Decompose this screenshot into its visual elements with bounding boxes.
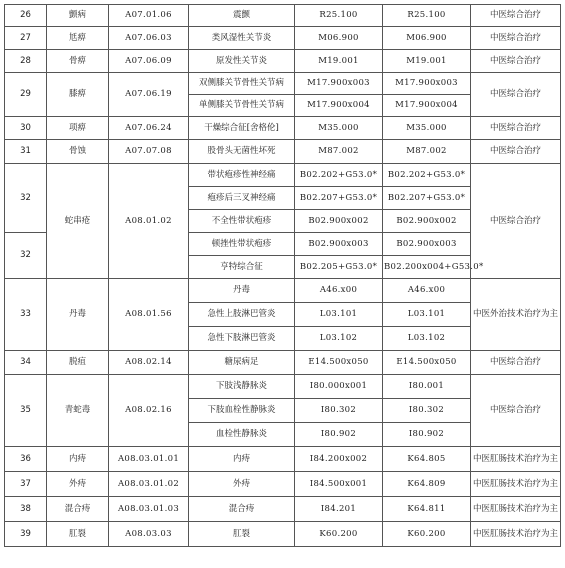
treatment: 中医综合治疗 (471, 27, 561, 50)
tcm-disease-name: 尪痹 (47, 27, 109, 50)
treatment: 中医肛肠技术治疗为主 (471, 472, 561, 497)
wm-diagnosis: 混合痔 (189, 497, 295, 522)
icd-code-2: A46.x00 (383, 279, 471, 303)
wm-diagnosis: 亨特综合征 (189, 256, 295, 279)
wm-diagnosis: 不全性带状疱疹 (189, 210, 295, 233)
treatment: 中医综合治疗 (471, 351, 561, 375)
tcm-disease-code: A08.03.01.03 (109, 497, 189, 522)
tcm-disease-code: A08.02.16 (109, 375, 189, 447)
wm-diagnosis: 丹毒 (189, 279, 295, 303)
wm-diagnosis: 双侧膝关节骨性关节病 (189, 73, 295, 95)
tcm-disease-code: A07.06.24 (109, 117, 189, 140)
treatment: 中医肛肠技术治疗为主 (471, 522, 561, 547)
row-number: 32 (5, 164, 47, 233)
icd-code-2: L03.102 (383, 327, 471, 351)
tcm-disease-code: A07.07.08 (109, 140, 189, 164)
table-row (5, 351, 561, 375)
table-row (5, 279, 561, 303)
icd-code-2: E14.500x050 (383, 351, 471, 375)
tcm-disease-code: A08.03.03 (109, 522, 189, 547)
table-row (5, 472, 561, 497)
icd-code-1: M17.900x003 (295, 73, 383, 95)
icd-code-2: M87.002 (383, 140, 471, 164)
wm-diagnosis: 疱疹后三叉神经痛 (189, 187, 295, 210)
tcm-disease-code: A07.01.06 (109, 5, 189, 27)
tcm-disease-code: A08.01.56 (109, 279, 189, 351)
icd-code-2: M35.000 (383, 117, 471, 140)
icd-code-2: B02.200x004+G53.0* (383, 256, 471, 279)
tcm-disease-name: 混合痔 (47, 497, 109, 522)
table-row (5, 447, 561, 472)
treatment: 中医外治技术治疗为主 (471, 279, 561, 351)
icd-code-1: B02.900x003 (295, 233, 383, 256)
table-row (5, 5, 561, 27)
row-number: 35 (5, 375, 47, 447)
icd-code-2: L03.101 (383, 303, 471, 327)
icd-code-1: M06.900 (295, 27, 383, 50)
icd-code-2: I80.902 (383, 423, 471, 447)
row-number: 30 (5, 117, 47, 140)
tcm-disease-code: A07.06.03 (109, 27, 189, 50)
row-number: 38 (5, 497, 47, 522)
icd-code-2: B02.900x002 (383, 210, 471, 233)
row-number: 36 (5, 447, 47, 472)
wm-diagnosis: 顿挫性带状疱疹 (189, 233, 295, 256)
icd-code-2: K60.200 (383, 522, 471, 547)
icd-code-1: I80.902 (295, 423, 383, 447)
wm-diagnosis: 单侧膝关节骨性关节病 (189, 95, 295, 117)
treatment: 中医肛肠技术治疗为主 (471, 497, 561, 522)
icd-code-1: I84.200x002 (295, 447, 383, 472)
wm-diagnosis: 肛裂 (189, 522, 295, 547)
tcm-disease-name: 脱疽 (47, 351, 109, 375)
wm-diagnosis: 股骨头无菌性坏死 (189, 140, 295, 164)
table-row (5, 375, 561, 399)
icd-code-1: B02.202+G53.0* (295, 164, 383, 187)
tcm-disease-name: 青蛇毒 (47, 375, 109, 447)
wm-diagnosis: 类风湿性关节炎 (189, 27, 295, 50)
wm-diagnosis: 原发性关节炎 (189, 50, 295, 73)
icd-code-1: L03.102 (295, 327, 383, 351)
tcm-disease-name: 蛇串疮 (47, 164, 109, 279)
treatment: 中医综合治疗 (471, 73, 561, 117)
icd-code-1: M87.002 (295, 140, 383, 164)
icd-code-2: B02.900x003 (383, 233, 471, 256)
icd-code-1: B02.900x002 (295, 210, 383, 233)
icd-code-2: B02.202+G53.0* (383, 164, 471, 187)
tcm-disease-name: 内痔 (47, 447, 109, 472)
treatment: 中医综合治疗 (471, 5, 561, 27)
treatment: 中医综合治疗 (471, 50, 561, 73)
icd-code-2: I80.001 (383, 375, 471, 399)
icd-code-1: I84.500x001 (295, 472, 383, 497)
icd-code-1: M35.000 (295, 117, 383, 140)
wm-diagnosis: 下肢浅静脉炎 (189, 375, 295, 399)
icd-code-2: K64.805 (383, 447, 471, 472)
icd-code-1: B02.207+G53.0* (295, 187, 383, 210)
row-number: 32 (5, 233, 47, 279)
row-number: 37 (5, 472, 47, 497)
row-number: 29 (5, 73, 47, 117)
icd-code-2: M17.900x003 (383, 73, 471, 95)
icd-code-1: E14.500x050 (295, 351, 383, 375)
icd-code-1: R25.100 (295, 5, 383, 27)
treatment: 中医综合治疗 (471, 140, 561, 164)
row-number: 34 (5, 351, 47, 375)
tcm-disease-code: A07.06.09 (109, 50, 189, 73)
icd-code-2: I80.302 (383, 399, 471, 423)
tcm-disease-name: 丹毒 (47, 279, 109, 351)
tcm-disease-name: 骨蚀 (47, 140, 109, 164)
tcm-disease-name: 颤病 (47, 5, 109, 27)
row-number: 31 (5, 140, 47, 164)
treatment: 中医综合治疗 (471, 375, 561, 447)
wm-diagnosis: 震颤 (189, 5, 295, 27)
row-number: 39 (5, 522, 47, 547)
table-row (5, 73, 561, 95)
disease-table (4, 4, 561, 547)
row-number: 28 (5, 50, 47, 73)
tcm-disease-code: A08.03.01.02 (109, 472, 189, 497)
icd-code-2: M06.900 (383, 27, 471, 50)
wm-diagnosis: 急性下肢淋巴管炎 (189, 327, 295, 351)
wm-diagnosis: 带状疱疹性神经痛 (189, 164, 295, 187)
table-row (5, 497, 561, 522)
table-row (5, 117, 561, 140)
wm-diagnosis: 内痔 (189, 447, 295, 472)
wm-diagnosis: 外痔 (189, 472, 295, 497)
tcm-disease-code: A08.01.02 (109, 164, 189, 279)
row-number: 27 (5, 27, 47, 50)
tcm-disease-name: 膝痹 (47, 73, 109, 117)
icd-code-1: M19.001 (295, 50, 383, 73)
icd-code-1: I80.000x001 (295, 375, 383, 399)
tcm-disease-name: 外痔 (47, 472, 109, 497)
icd-code-2: K64.809 (383, 472, 471, 497)
tcm-disease-code: A07.06.19 (109, 73, 189, 117)
tcm-disease-name: 肛裂 (47, 522, 109, 547)
icd-code-2: R25.100 (383, 5, 471, 27)
table-row (5, 522, 561, 547)
wm-diagnosis: 糖尿病足 (189, 351, 295, 375)
treatment: 中医综合治疗 (471, 117, 561, 140)
wm-diagnosis: 干燥综合征[舍格伦] (189, 117, 295, 140)
wm-diagnosis: 急性上肢淋巴管炎 (189, 303, 295, 327)
icd-code-1: B02.205+G53.0* (295, 256, 383, 279)
icd-code-2: B02.207+G53.0* (383, 187, 471, 210)
table-row (5, 140, 561, 164)
icd-code-2: M19.001 (383, 50, 471, 73)
table-row (5, 50, 561, 73)
wm-diagnosis: 下肢血栓性静脉炎 (189, 399, 295, 423)
tcm-disease-code: A08.02.14 (109, 351, 189, 375)
tcm-disease-code: A08.03.01.01 (109, 447, 189, 472)
table-row (5, 164, 561, 187)
icd-code-1: M17.900x004 (295, 95, 383, 117)
icd-code-2: M17.900x004 (383, 95, 471, 117)
icd-code-1: L03.101 (295, 303, 383, 327)
treatment: 中医综合治疗 (471, 164, 561, 279)
row-number: 26 (5, 5, 47, 27)
tcm-disease-name: 项痹 (47, 117, 109, 140)
wm-diagnosis: 血栓性静脉炎 (189, 423, 295, 447)
table-row (5, 27, 561, 50)
icd-code-1: I84.201 (295, 497, 383, 522)
icd-code-1: K60.200 (295, 522, 383, 547)
treatment: 中医肛肠技术治疗为主 (471, 447, 561, 472)
tcm-disease-name: 骨痹 (47, 50, 109, 73)
row-number: 33 (5, 279, 47, 351)
icd-code-1: A46.x00 (295, 279, 383, 303)
icd-code-1: I80.302 (295, 399, 383, 423)
icd-code-2: K64.811 (383, 497, 471, 522)
